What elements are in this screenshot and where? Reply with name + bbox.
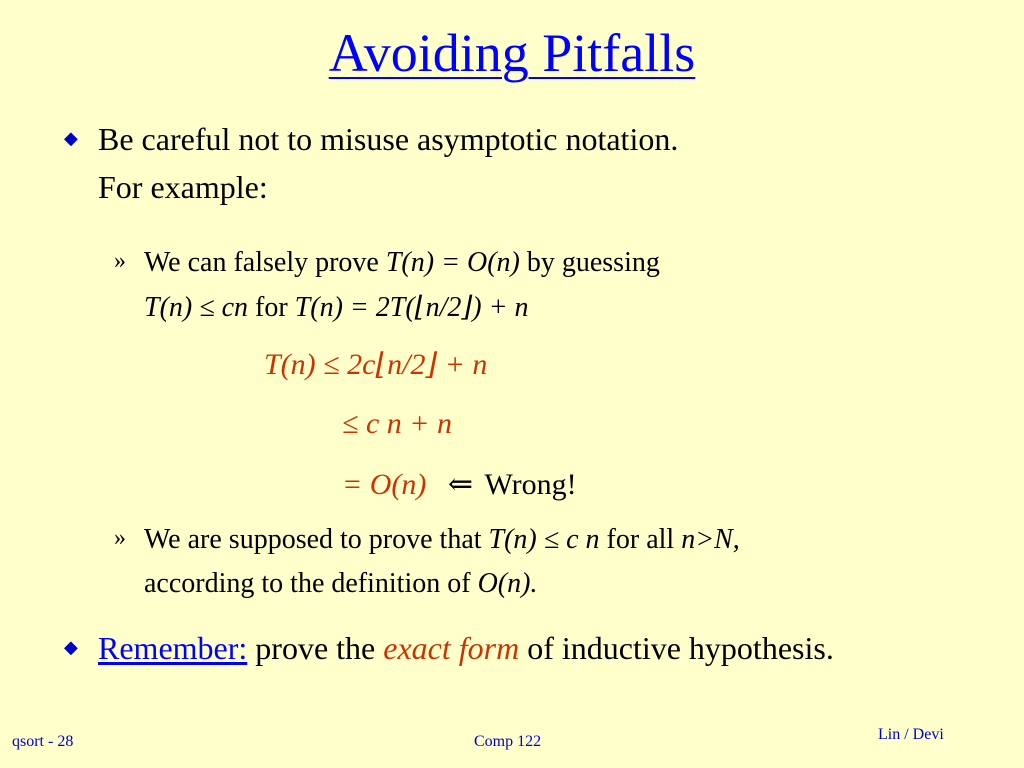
left-double-arrow-icon: ⇐: [447, 468, 474, 501]
sub-1-guess-math: T(n) ≤ cn: [144, 292, 249, 323]
sub-bullet-marker-icon: »: [114, 525, 126, 551]
sub-2-text: We are supposed to prove that: [144, 524, 489, 555]
sub-1-text: We can falsely prove: [144, 247, 386, 278]
sub-2-bound-math: T(n) ≤ c n: [488, 524, 600, 555]
derivation-step-1: T(n) ≤ 2c⌊n/2⌋ + n: [264, 348, 488, 381]
sub-2-def-math: O(n).: [477, 568, 538, 599]
bullet-1-line-2: For example:: [98, 169, 268, 205]
derivation-line-1: [264, 347, 487, 382]
sub-bullet-1-line-1: [144, 245, 660, 281]
sub-bullet-1-line-2: [144, 290, 529, 326]
sub-bullet-2-line-2: [144, 566, 537, 602]
diamond-bullet-icon: ◆: [64, 637, 78, 657]
footer-course: Comp 122: [474, 733, 542, 750]
sub-2-condition-math: n>N,: [681, 524, 740, 555]
derivation-line-3: [342, 467, 577, 502]
bullet-2: [98, 627, 834, 669]
sub-bullet-marker-icon: »: [114, 248, 126, 274]
derivation-step-3: = O(n): [342, 468, 427, 501]
sub-1-recurrence-math: T(n) = 2T(⌊n/2⌋) + n: [294, 292, 529, 323]
sub-2-def-text: according to the definition of: [144, 568, 478, 599]
derivation-step-2: ≤ c n + n: [342, 407, 453, 440]
bullet-2-text-1: prove the: [247, 630, 384, 666]
sub-1-tail: by guessing: [519, 247, 660, 278]
sub-2-for: for all: [599, 524, 682, 555]
bullet-1-line-1: Be careful not to misuse asymptotic notation.: [98, 121, 679, 157]
exact-form-emphasis: exact form: [383, 630, 520, 666]
bullet-2-text-2: of inductive hypothesis.: [519, 630, 834, 666]
footer-slide-number: qsort - 28: [12, 733, 74, 750]
remember-link[interactable]: Remember:: [98, 630, 248, 666]
sub-bullet-2-line-1: [144, 522, 740, 558]
footer-authors: Lin / Devi: [878, 726, 944, 743]
sub-1-for: for: [248, 292, 295, 323]
diamond-bullet-icon: ◆: [64, 128, 78, 148]
sub-1-claim-math: T(n) = O(n): [385, 247, 520, 278]
derivation-line-2: [342, 407, 452, 441]
slide-title: Avoiding Pitfalls: [328, 23, 696, 83]
wrong-label: Wrong!: [484, 468, 577, 501]
